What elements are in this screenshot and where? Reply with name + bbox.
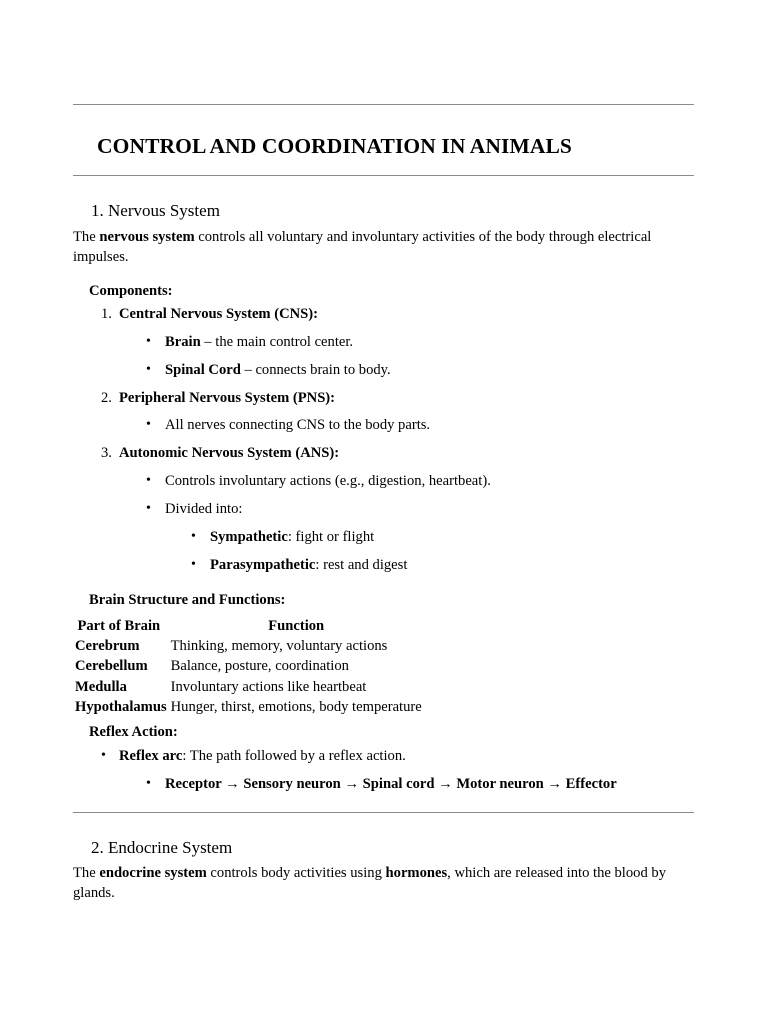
term-hormones: hormones (385, 865, 448, 881)
bullet-icon: • (146, 501, 151, 516)
intro-text: The (73, 865, 100, 881)
section-divider (73, 812, 694, 813)
bullet-icon: • (146, 362, 151, 377)
endocrine-system-intro (73, 864, 698, 903)
ans-label: Autonomic Nervous System (ANS): (119, 445, 340, 461)
list-item-sympathetic (210, 529, 374, 546)
list-item-brain (165, 334, 353, 351)
table-cell-function: Balance, posture, coordination (170, 658, 349, 675)
spinal-cord-description: – connects brain to body. (240, 362, 391, 378)
table-cell-part: Hypothalamus (75, 698, 167, 715)
list-number-2: 2. (101, 390, 112, 406)
bullet-icon: • (146, 776, 151, 791)
reflex-action-label: Reflex Action: (89, 724, 178, 740)
intro-term: nervous system (99, 229, 195, 245)
table-row (73, 636, 424, 656)
parasympathetic-description: : rest and digest (315, 557, 408, 573)
term-sympathetic: Sympathetic (210, 529, 288, 545)
term-brain: Brain (165, 334, 201, 350)
list-number-3: 3. (101, 445, 112, 461)
reflex-arc-description: : The path followed by a reflex action. (182, 748, 406, 764)
list-item-spinal-cord (165, 362, 391, 379)
table-cell-function: Thinking, memory, voluntary actions (170, 638, 388, 655)
bullet-icon: • (146, 473, 151, 488)
title-divider (73, 175, 694, 176)
list-item-ans-controls: Controls involuntary actions (e.g., digestion, heartbeat). (165, 473, 491, 489)
term-parasympathetic: Parasympathetic (210, 557, 316, 573)
components-label: Components: (89, 283, 173, 299)
list-item-parasympathetic (210, 557, 407, 574)
intro-text: The (73, 229, 100, 245)
table-cell-function: Involuntary actions like heartbeat (170, 678, 367, 695)
intro-text-rest: , which are released into the blood by glands. (73, 865, 666, 901)
sympathetic-description: : fight or flight (287, 529, 375, 545)
section-heading-nervous-system: 1. Nervous System (91, 201, 220, 220)
column-header-part: Part of Brain (77, 618, 161, 634)
section-heading-endocrine-system: 2. Endocrine System (91, 838, 233, 857)
list-item-divided-into: Divided into: (165, 501, 243, 517)
top-divider (73, 104, 694, 105)
brain-table (73, 616, 424, 717)
cns-label: Central Nervous System (CNS): (119, 306, 319, 322)
list-item-pns: All nerves connecting CNS to the body parts. (165, 417, 431, 433)
pns-label: Peripheral Nervous System (PNS): (119, 390, 336, 406)
intro-text-middle: controls body activities using (206, 865, 386, 881)
list-item-reflex-arc (119, 748, 406, 765)
table-cell-part: Cerebellum (75, 658, 148, 675)
bullet-icon: • (191, 529, 196, 544)
table-row (73, 677, 424, 697)
brain-structure-label: Brain Structure and Functions: (89, 592, 286, 608)
term-reflex-arc: Reflex arc (119, 748, 183, 764)
column-header-function: Function (268, 618, 325, 634)
table-row (73, 697, 424, 717)
table-cell-function: Hunger, thirst, emotions, body temperature (170, 698, 422, 715)
list-number-1: 1. (101, 306, 112, 322)
bullet-icon: • (146, 334, 151, 349)
bullet-icon: • (191, 557, 196, 572)
nervous-system-intro (73, 228, 698, 267)
term-spinal-cord: Spinal Cord (165, 362, 241, 378)
table-cell-part: Medulla (75, 678, 127, 695)
term-endocrine-system: endocrine system (99, 865, 207, 881)
intro-text-rest: controls all voluntary and involuntary activities of the body through electrical impulses. (73, 229, 652, 265)
reflex-path: Receptor → Sensory neuron → Spinal cord → Motor neuron → Effector (165, 776, 617, 792)
bullet-icon: • (146, 417, 151, 432)
table-cell-part: Cerebrum (75, 638, 140, 655)
table-row (73, 656, 424, 676)
table-header-row (73, 616, 424, 636)
bullet-icon: • (101, 748, 106, 763)
page-title: CONTROL AND COORDINATION IN ANIMALS (97, 134, 572, 158)
brain-description: – the main control center. (200, 334, 354, 350)
